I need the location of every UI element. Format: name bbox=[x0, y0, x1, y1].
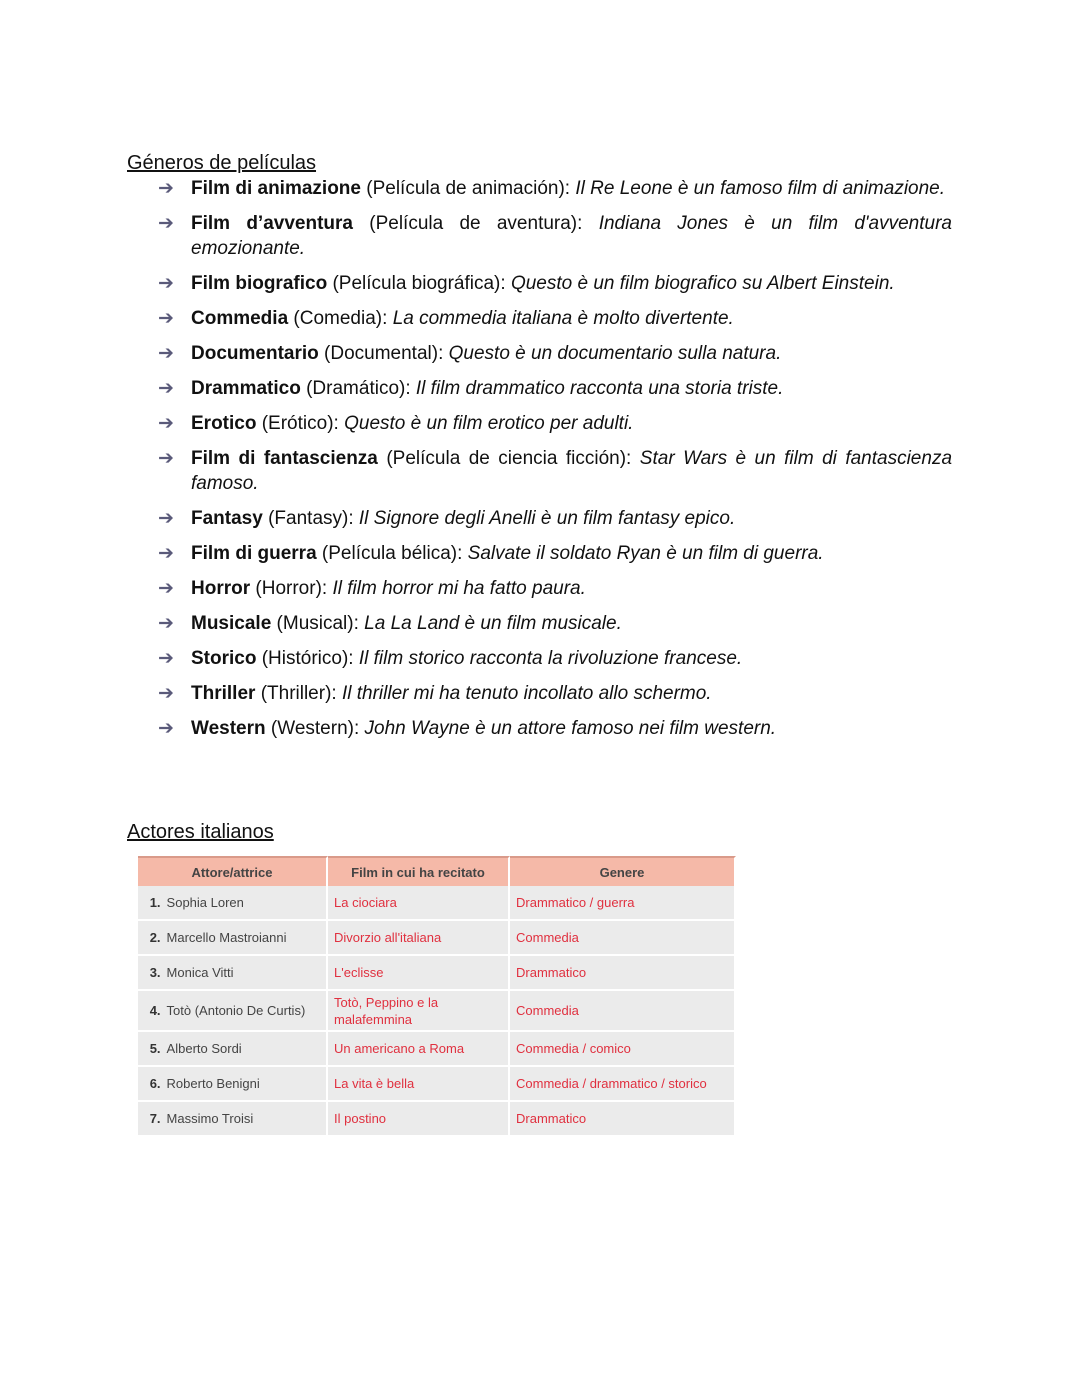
genre-example: Il film horror mi ha fatto paura. bbox=[332, 578, 586, 599]
genre-translation: (Histórico): bbox=[261, 648, 354, 669]
list-item bbox=[158, 306, 952, 331]
actor-name: Monica Vitti bbox=[165, 956, 328, 991]
arrow-icon: ➔ bbox=[158, 613, 174, 634]
film-genre: Commedia / drammatico / storico bbox=[510, 1067, 736, 1102]
genre-translation: (Comedia): bbox=[293, 308, 388, 329]
genre-term: Thriller bbox=[191, 683, 256, 704]
actors-table bbox=[138, 856, 736, 1137]
genre-term: Film di guerra bbox=[191, 543, 317, 564]
genre-example: Salvate il soldato Ryan è un film di guerra. bbox=[467, 543, 824, 564]
arrow-icon: ➔ bbox=[158, 448, 174, 469]
genre-translation: (Película bélica): bbox=[321, 543, 463, 564]
row-number: 6. bbox=[138, 1067, 165, 1102]
film-title: L'eclisse bbox=[328, 956, 510, 991]
list-item bbox=[158, 341, 952, 366]
genre-example: La La Land è un film musicale. bbox=[364, 613, 622, 634]
film-genre: Drammatico bbox=[510, 956, 736, 991]
list-item bbox=[158, 271, 952, 296]
actor-name: Sophia Loren bbox=[165, 886, 328, 921]
genre-term: Erotico bbox=[191, 413, 257, 434]
genre-example: Questo è un film biografico su Albert Einstein. bbox=[510, 273, 895, 294]
genre-example: Il film drammatico racconta una storia triste. bbox=[415, 378, 784, 399]
row-number: 5. bbox=[138, 1032, 165, 1067]
genre-example: Il Signore degli Anelli è un film fantasy epico. bbox=[358, 508, 736, 529]
list-item bbox=[158, 681, 952, 706]
row-number: 2. bbox=[138, 921, 165, 956]
genre-translation: (Fantasy): bbox=[268, 508, 354, 529]
genre-term: Western bbox=[191, 718, 266, 739]
list-item bbox=[158, 646, 952, 671]
genre-example: Questo è un film erotico per adulti. bbox=[344, 413, 634, 434]
genre-translation: (Musical): bbox=[276, 613, 359, 634]
table-header-row bbox=[138, 856, 736, 886]
arrow-icon: ➔ bbox=[158, 718, 174, 739]
film-genre: Commedia / comico bbox=[510, 1032, 736, 1067]
arrow-icon: ➔ bbox=[158, 543, 174, 564]
column-header-genre: Genere bbox=[510, 856, 736, 886]
arrow-icon: ➔ bbox=[158, 378, 174, 399]
arrow-icon: ➔ bbox=[158, 508, 174, 529]
genre-term: Drammatico bbox=[191, 378, 301, 399]
column-header-actor: Attore/attrice bbox=[138, 856, 328, 886]
row-number: 4. bbox=[138, 991, 165, 1032]
list-item bbox=[158, 211, 952, 261]
list-item bbox=[158, 716, 952, 741]
list-item bbox=[158, 541, 952, 566]
actor-name: Totò (Antonio De Curtis) bbox=[165, 991, 328, 1032]
table-row bbox=[138, 1102, 736, 1137]
genre-example: Il film storico racconta la rivoluzione francese. bbox=[358, 648, 743, 669]
arrow-icon: ➔ bbox=[158, 308, 174, 329]
table-row bbox=[138, 1032, 736, 1067]
genre-term: Commedia bbox=[191, 308, 289, 329]
row-number: 1. bbox=[138, 886, 165, 921]
genre-translation: (Película biográfica): bbox=[332, 273, 506, 294]
genre-translation: (Documental): bbox=[324, 343, 444, 364]
genre-example: Il Re Leone è un famoso film di animazione. bbox=[575, 178, 946, 199]
film-title: La vita è bella bbox=[328, 1067, 510, 1102]
genre-translation: (Western): bbox=[270, 718, 360, 739]
film-genre: Drammatico bbox=[510, 1102, 736, 1137]
list-item bbox=[158, 176, 952, 201]
actors-section-title: Actores italianos bbox=[127, 821, 274, 843]
genre-translation: (Thriller): bbox=[260, 683, 337, 704]
arrow-icon: ➔ bbox=[158, 178, 174, 199]
row-number: 3. bbox=[138, 956, 165, 991]
genre-term: Documentario bbox=[191, 343, 319, 364]
actor-name: Massimo Troisi bbox=[165, 1102, 328, 1137]
arrow-icon: ➔ bbox=[158, 413, 174, 434]
genre-term: Film di animazione bbox=[191, 178, 361, 199]
film-title: Divorzio all'italiana bbox=[328, 921, 510, 956]
genre-term: Storico bbox=[191, 648, 257, 669]
genre-term: Film d’avventura bbox=[191, 213, 353, 234]
film-title: Un americano a Roma bbox=[328, 1032, 510, 1067]
actor-name: Roberto Benigni bbox=[165, 1067, 328, 1102]
genre-translation: (Película de animación): bbox=[366, 178, 571, 199]
genre-translation: (Horror): bbox=[255, 578, 328, 599]
arrow-icon: ➔ bbox=[158, 213, 174, 234]
genres-section-title: Géneros de películas bbox=[127, 152, 317, 174]
genre-example: Il thriller mi ha tenuto incollato allo schermo. bbox=[341, 683, 712, 704]
column-header-film: Film in cui ha recitato bbox=[328, 856, 510, 886]
arrow-icon: ➔ bbox=[158, 578, 174, 599]
actor-name: Marcello Mastroianni bbox=[165, 921, 328, 956]
table-row bbox=[138, 921, 736, 956]
list-item bbox=[158, 611, 952, 636]
list-item bbox=[158, 506, 952, 531]
list-item bbox=[158, 446, 952, 496]
row-number: 7. bbox=[138, 1102, 165, 1137]
genre-translation: (Película de ciencia ficción): bbox=[386, 448, 632, 469]
genre-term: Film di fantascienza bbox=[191, 448, 378, 469]
film-genre: Commedia bbox=[510, 921, 736, 956]
actor-name: Alberto Sordi bbox=[165, 1032, 328, 1067]
genre-example: Indiana Jones è un film d'avventura emozionante. bbox=[191, 213, 952, 259]
arrow-icon: ➔ bbox=[158, 648, 174, 669]
arrow-icon: ➔ bbox=[158, 343, 174, 364]
genre-list bbox=[158, 176, 952, 751]
film-title: La ciociara bbox=[328, 886, 510, 921]
table-row bbox=[138, 956, 736, 991]
genre-term: Fantasy bbox=[191, 508, 263, 529]
genre-example: Star Wars è un film di fantascienza famoso. bbox=[191, 448, 953, 494]
list-item bbox=[158, 411, 952, 436]
film-title: Il postino bbox=[328, 1102, 510, 1137]
genre-term: Film biografico bbox=[191, 273, 328, 294]
genre-term: Musicale bbox=[191, 613, 272, 634]
arrow-icon: ➔ bbox=[158, 683, 174, 704]
table-row bbox=[138, 1067, 736, 1102]
genre-example: Questo è un documentario sulla natura. bbox=[448, 343, 782, 364]
genre-translation: (Dramático): bbox=[306, 378, 411, 399]
film-genre: Commedia bbox=[510, 991, 736, 1032]
genre-translation: (Película de aventura): bbox=[369, 213, 583, 234]
film-genre: Drammatico / guerra bbox=[510, 886, 736, 921]
arrow-icon: ➔ bbox=[158, 273, 174, 294]
table-row bbox=[138, 991, 736, 1032]
list-item bbox=[158, 376, 952, 401]
genre-term: Horror bbox=[191, 578, 251, 599]
film-title: Totò, Peppino e la malafemmina bbox=[328, 991, 510, 1032]
table-row bbox=[138, 886, 736, 921]
list-item bbox=[158, 576, 952, 601]
genre-example: La commedia italiana è molto divertente. bbox=[392, 308, 734, 329]
genre-example: John Wayne è un attore famoso nei film western. bbox=[364, 718, 777, 739]
genre-translation: (Erótico): bbox=[261, 413, 339, 434]
